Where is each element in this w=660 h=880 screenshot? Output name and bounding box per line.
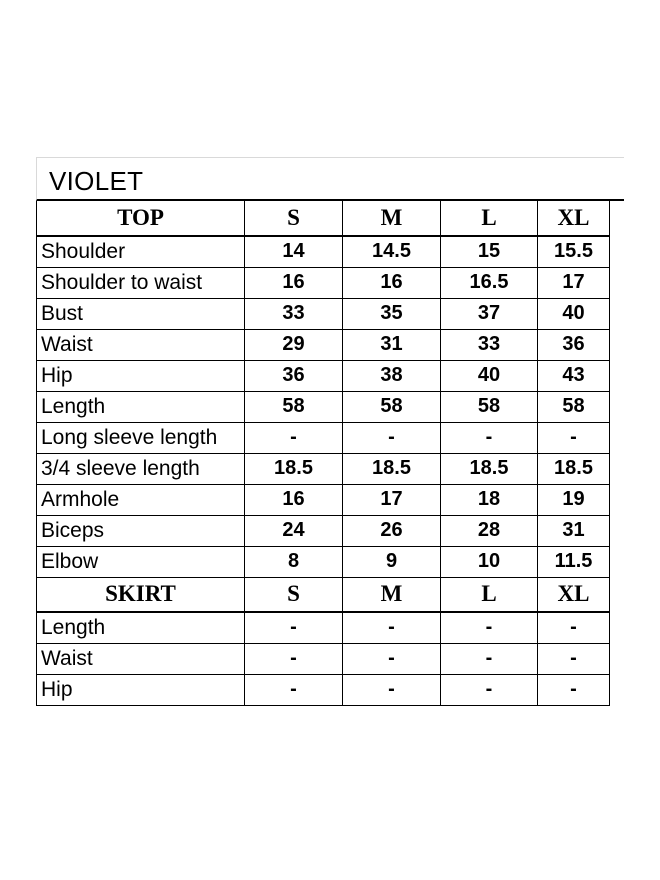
size-chart (36, 157, 624, 706)
size-header-m: M (343, 577, 441, 612)
measurement-value: 33 (441, 329, 538, 360)
measurement-value: - (343, 612, 441, 643)
measurement-value: 40 (538, 298, 610, 329)
measurement-value: 58 (343, 391, 441, 422)
measurement-value: 31 (538, 515, 610, 546)
measurement-label: Waist (37, 643, 245, 674)
size-header-l: L (441, 577, 538, 612)
top-table-row (37, 391, 610, 422)
size-header-xl: XL (538, 201, 610, 236)
measurement-value: 14.5 (343, 236, 441, 267)
measurement-value: 16 (245, 484, 343, 515)
measurement-label: Hip (37, 674, 245, 705)
measurement-value: 38 (343, 360, 441, 391)
measurement-value: 28 (441, 515, 538, 546)
measurement-label: Hip (37, 360, 245, 391)
measurement-value: 9 (343, 546, 441, 577)
measurement-value: 58 (245, 391, 343, 422)
skirt-header-row (37, 577, 610, 612)
measurement-value: - (538, 422, 610, 453)
measurement-value: 43 (538, 360, 610, 391)
measurement-value: 17 (538, 267, 610, 298)
measurement-value: 31 (343, 329, 441, 360)
measurement-label: Length (37, 612, 245, 643)
measurement-value: - (245, 422, 343, 453)
measurement-value: - (245, 643, 343, 674)
measurement-label: Long sleeve length (37, 422, 245, 453)
measurement-value: - (343, 643, 441, 674)
measurement-value: 58 (538, 391, 610, 422)
measurement-value: 18.5 (538, 453, 610, 484)
top-table-row (37, 298, 610, 329)
size-table (36, 201, 610, 706)
chart-title: VIOLET (49, 166, 144, 196)
measurement-label: 3/4 sleeve length (37, 453, 245, 484)
measurement-label: Shoulder (37, 236, 245, 267)
top-table-row (37, 422, 610, 453)
measurement-value: - (538, 612, 610, 643)
top-table-row (37, 329, 610, 360)
measurement-value: 17 (343, 484, 441, 515)
skirt-table-row (37, 674, 610, 705)
measurement-value: 14 (245, 236, 343, 267)
measurement-value: 24 (245, 515, 343, 546)
measurement-value: - (441, 674, 538, 705)
measurement-value: 36 (538, 329, 610, 360)
top-table-row (37, 236, 610, 267)
top-table-row (37, 484, 610, 515)
skirt-table-row (37, 612, 610, 643)
top-table-row (37, 267, 610, 298)
size-header-m: M (343, 201, 441, 236)
measurement-value: - (441, 612, 538, 643)
skirt-section-header: SKIRT (37, 577, 245, 612)
measurement-label: Armhole (37, 484, 245, 515)
measurement-value: 10 (441, 546, 538, 577)
measurement-value: 16.5 (441, 267, 538, 298)
measurement-value: 16 (245, 267, 343, 298)
measurement-label: Elbow (37, 546, 245, 577)
measurement-label: Waist (37, 329, 245, 360)
measurement-value: 18 (441, 484, 538, 515)
measurement-value: - (245, 674, 343, 705)
measurement-label: Length (37, 391, 245, 422)
measurement-value: 40 (441, 360, 538, 391)
size-header-s: S (245, 201, 343, 236)
measurement-label: Bust (37, 298, 245, 329)
measurement-value: 33 (245, 298, 343, 329)
measurement-value: - (343, 422, 441, 453)
measurement-value: 18.5 (343, 453, 441, 484)
measurement-label: Biceps (37, 515, 245, 546)
top-table-row (37, 515, 610, 546)
measurement-value: 11.5 (538, 546, 610, 577)
measurement-value: 15 (441, 236, 538, 267)
top-section-header: TOP (37, 201, 245, 236)
measurement-value: - (441, 422, 538, 453)
measurement-value: 18.5 (441, 453, 538, 484)
measurement-value: 36 (245, 360, 343, 391)
size-header-s: S (245, 577, 343, 612)
measurement-value: 8 (245, 546, 343, 577)
top-table-row (37, 360, 610, 391)
measurement-value: - (538, 674, 610, 705)
measurement-value: 16 (343, 267, 441, 298)
top-table-row (37, 546, 610, 577)
size-header-xl: XL (538, 577, 610, 612)
top-table-row (37, 453, 610, 484)
measurement-value: 26 (343, 515, 441, 546)
measurement-value: 19 (538, 484, 610, 515)
measurement-value: 37 (441, 298, 538, 329)
top-header-row (37, 201, 610, 236)
measurement-value: 29 (245, 329, 343, 360)
size-table-body (37, 201, 610, 705)
title-row (36, 157, 624, 201)
measurement-label: Shoulder to waist (37, 267, 245, 298)
measurement-value: 15.5 (538, 236, 610, 267)
measurement-value: 35 (343, 298, 441, 329)
skirt-table-row (37, 643, 610, 674)
measurement-value: - (245, 612, 343, 643)
measurement-value: 58 (441, 391, 538, 422)
measurement-value: - (538, 643, 610, 674)
measurement-value: - (343, 674, 441, 705)
measurement-value: - (441, 643, 538, 674)
size-header-l: L (441, 201, 538, 236)
measurement-value: 18.5 (245, 453, 343, 484)
